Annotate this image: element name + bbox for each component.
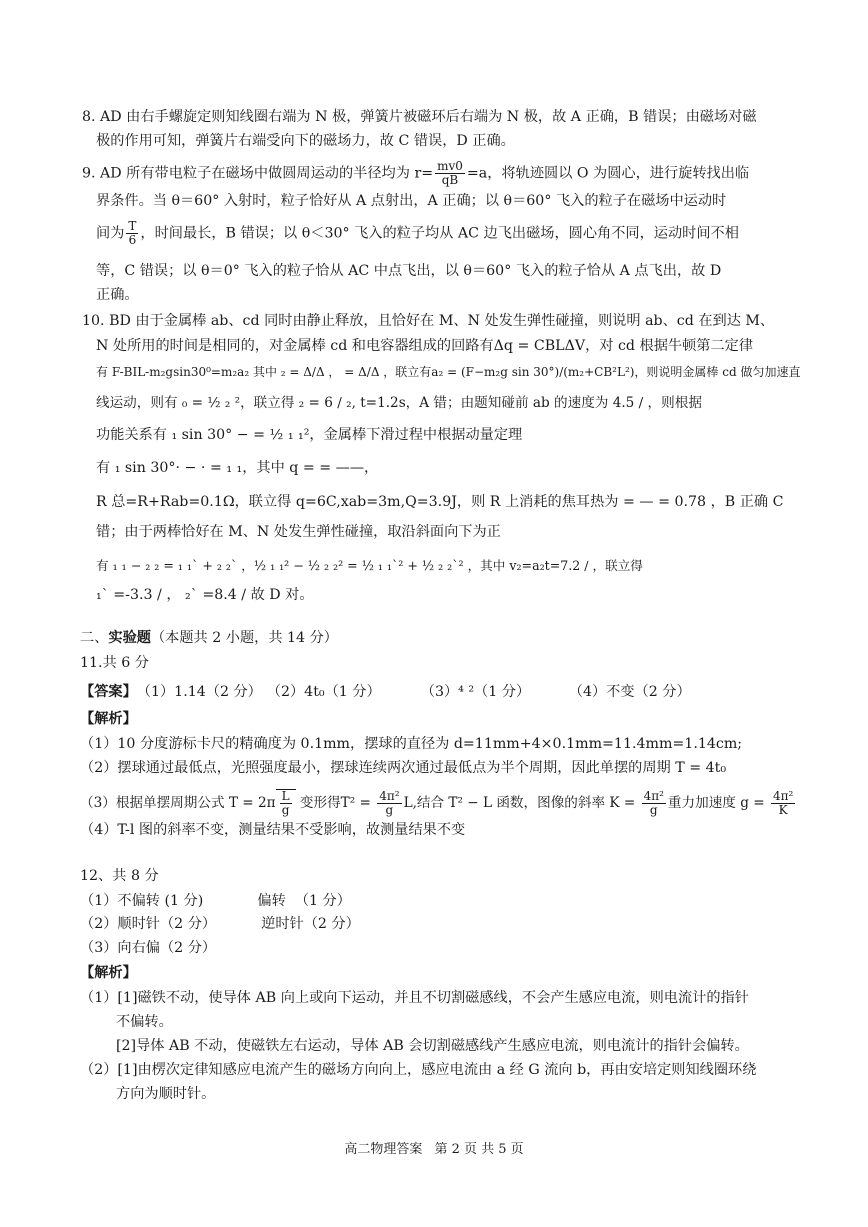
q9-time-fraction [126, 220, 138, 247]
section-2-title [80, 628, 338, 648]
q9-line-1-b: =a，将轨迹圆以 O 为圆心，进行旋转找出临 [466, 165, 750, 182]
q9-line-2: 界条件。当 θ＝60° 入射时，粒子恰好从 A 点射出，A 正确；以 θ＝60° 飞入的粒子在磁场中运动时 [96, 193, 727, 209]
q12-answer-3: （3）向右偏（2 分） [80, 940, 217, 956]
q11-head: 11.共 6 分 [80, 655, 149, 671]
q9-line-1-a: 9. AD 所有带电粒子在磁场中做圆周运动的半径均为 r= [82, 165, 434, 182]
q12-analysis-3: （2）[1]由楞次定律知感应电流产生的磁场方向向上，感应电流由 a 经 G 流向 b，再由安培定则知线圈环绕 [80, 1062, 757, 1078]
q11-frac-3 [771, 790, 795, 817]
section-2-suffix: （本题共 2 小题，共 14 分） [150, 630, 338, 646]
q9-line-1 [82, 160, 749, 187]
q12-analysis-1b: 不偏转。 [116, 1014, 173, 1030]
q8-line-2: 极的作用可知，弹簧片右端受向下的磁场力，故 C 错误，D 正确。 [96, 133, 515, 149]
q11-ans-4: （4）不变（2 分） [568, 684, 691, 700]
q11-analysis-1: （1）10 分度游标卡尺的精确度为 0.1mm，摆球的直径为 d=11mm+4×0.1mm=11.4mm=1.14cm; [80, 736, 743, 752]
footer-page-number: 第 2 页 共 5 页 [434, 1142, 524, 1157]
q11-f3-d: K [778, 803, 788, 817]
q12-analysis-label: 【解析】 [80, 965, 137, 981]
q10-line-7: R 总=R+Rab=0.1Ω，联立得 q=6C,xab=3m,Q=3.9J，则 R 上消耗的焦耳热为 = — = 0.78 ，B 正确 C [96, 494, 784, 510]
q11-sqrt-n: L [281, 789, 290, 803]
section-2-bold: 实验题 [108, 630, 151, 646]
q9-t-denominator: 6 [128, 233, 137, 247]
q11-a3-a: （3）根据单摆周期公式 T = 2π [80, 795, 276, 811]
q11-sqrt-fraction [280, 790, 292, 817]
q9-frac-numerator: mv0 [437, 159, 463, 173]
q11-f2-n: 4π² [643, 789, 664, 803]
q9-line-3-b: ，时间最长，B 错误；以 θ＜30° 飞入的粒子均从 AC 边飞出磁场，圆心角不同，运动时间不相 [140, 225, 739, 242]
q12-analysis-3b: 方向为顺时针。 [116, 1086, 216, 1102]
q10-line-9: 有 ₁ ₁ − ₂ ₂ = ₁ ₁` + ₂ ₂` ，½ ₁ ₁² − ½ ₂ ₂² = ½ ₁ ₁`² + ½ ₂ ₂`² ，其中 v₂=a₂t=7.2 ∕ ，联立得 [96, 558, 643, 573]
q11-f1-n: 4π² [379, 789, 400, 803]
q9-line-5: 正确。 [96, 287, 139, 303]
footer-course: 高二物理答案 [344, 1142, 423, 1157]
q12-analysis-1: （1）[1]磁铁不动，使导体 AB 向上或向下运动，并且不切割磁感线，不会产生感应电流，则电流计的指针 [80, 990, 749, 1006]
q11-answer-label: 【答案】 [80, 684, 137, 700]
q10-line-8: 错；由于两棒恰好在 M、N 处发生弹性碰撞，取沿斜面向下为正 [96, 524, 501, 540]
q10-line-6: 有 ₁ sin 30°· − · = ₁ ₁，其中 q = = ——， [96, 460, 379, 476]
q9-line-3-a: 间为 [96, 225, 125, 242]
q11-sqrt [276, 789, 296, 817]
q11-a3-d: 重力加速度 g = [667, 795, 769, 811]
q11-ans-2: （2）4t₀（1 分） [266, 684, 381, 700]
q9-radius-fraction [435, 160, 465, 187]
q11-f3-n: 4π² [772, 789, 794, 803]
q11-f1-d: g [385, 803, 394, 817]
q10-line-5: 功能关系有 ₁ sin 30° − = ½ ₁ ₁²，金属棒下滑过程中根据动量定理 [96, 427, 523, 443]
q11-sqrt-d: g [281, 803, 290, 817]
q8-line-1: 8. AD 由右手螺旋定则知线圈右端为 N 极，弹簧片被磁环后右端为 N 极，故 A 正确，B 错误；由磁场对磁 [82, 109, 757, 125]
q9-line-3 [96, 220, 739, 247]
q11-a3-b: 变形得T² = [295, 795, 376, 811]
q11-answer-line [80, 682, 691, 702]
q11-f2-d: g [649, 803, 658, 817]
page-footer [0, 1138, 868, 1157]
q9-frac-denominator: qB [441, 173, 459, 187]
q12-head: 12、共 8 分 [80, 868, 159, 884]
q11-analysis-label: 【解析】 [80, 711, 137, 727]
q11-ans-3: （3）⁴ ²（1 分） [420, 684, 531, 700]
q12-answer-1: （1）不偏转 (1 分) 偏转 （1 分） [80, 893, 351, 909]
q10-line-1: 10. BD 由于金属棒 ab、cd 同时由静止释放，且恰好在 M、N 处发生弹性碰撞，则说明 ab、cd 在到达 M、 [82, 313, 775, 329]
q11-frac-2 [642, 790, 666, 817]
q12-analysis-2: [2]导体 AB 不动，使磁铁左右运动，导体 AB 会切割磁感线产生感应电流，则电流计的指针会偏转。 [116, 1038, 749, 1054]
q11-analysis-3 [80, 789, 797, 817]
q10-line-10: ₁` =-3.3 ∕ ， ₂` =8.4 ∕ 故 D 对。 [96, 587, 314, 603]
q11-a3-c: L,结合 T² − L 函数，图像的斜率 K = [403, 795, 640, 811]
q11-ans-1: （1）1.14（2 分） [136, 684, 262, 700]
q10-line-2: N 处所用的时间是相同的，对金属棒 cd 和电容器组成的回路有Δq = CBLΔV，对 cd 根据牛顿第二定律 [96, 338, 754, 354]
q10-line-3: 有 F-BIL-m₂gsin30⁰=m₂a₂ 其中 ₂ = Δ/Δ ， = Δ/Δ ，联立有a₂ = (F−m₂g sin 30°)/(m₂+CB²L²)，则说明金属棒 cd 做匀加速直 [96, 365, 801, 379]
q11-analysis-2: （2）摆球通过最低点，光照强度最小，摆球连续两次通过最低点为半个周期，因此单摆的周期 T = 4t₀ [80, 760, 727, 776]
q10-line-4: 线运动，则有 ₀ = ½ ₂ ²，联立得 ₂ = 6 ∕ ₂, t=1.2s，A 错；由题知碰前 ab 的速度为 4.5 ∕ ，则根据 [96, 395, 702, 411]
q12-answer-2: （2）顺时针（2 分） 逆时针（2 分） [80, 916, 360, 932]
q11-frac-1 [377, 790, 401, 817]
q9-t-numerator: T [128, 219, 137, 233]
section-2-prefix: 二、 [80, 630, 109, 646]
q9-line-4: 等，C 错误；以 θ＝0° 飞入的粒子恰从 AC 中点飞出，以 θ＝60° 飞入的粒子恰从 A 点飞出，故 D [96, 263, 722, 279]
q11-analysis-4: （4）T-l 图的斜率不变，测量结果不受影响，故测量结果不变 [80, 822, 466, 838]
